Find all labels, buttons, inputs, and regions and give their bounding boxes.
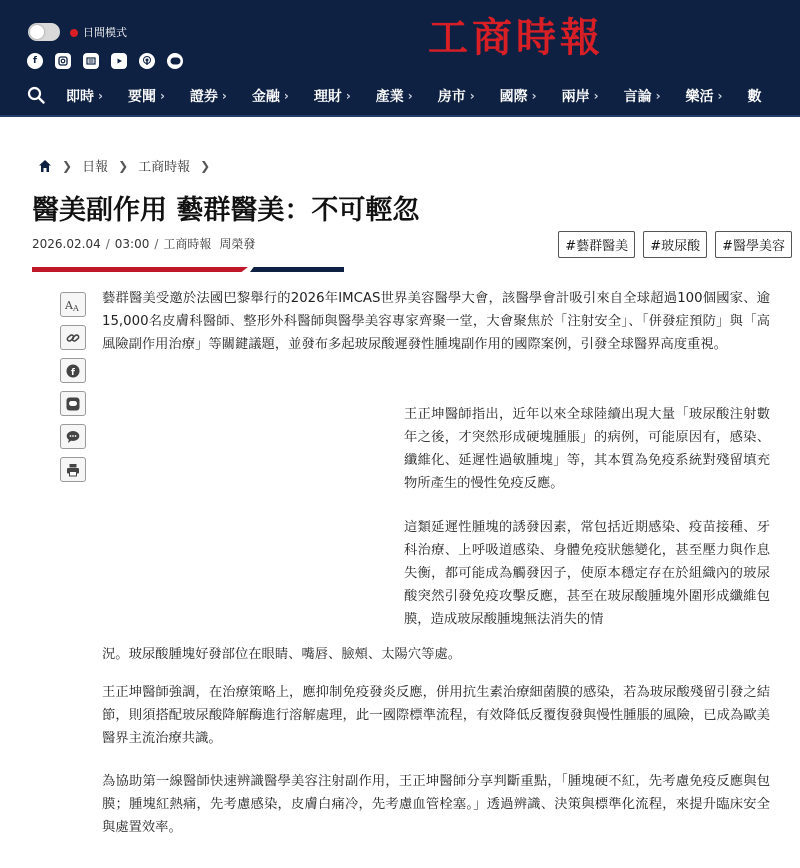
mode-indicator-dot xyxy=(70,29,78,37)
toggle-knob xyxy=(30,25,44,39)
nav-item-label: 證券 xyxy=(189,89,218,105)
svg-text:f: f xyxy=(71,367,75,378)
chevron-right-icon: ❯ xyxy=(118,158,129,173)
article-paragraph: 王正坤醫師強調，在治療策略上，應抑制免疫發炎反應，併用抗生素治療細菌膜的感染，若為玻尿酸殘留引發之結節，則須搭配玻尿酸降解酶進行溶解處理，此一國際標準流程，有效降低反覆復發與慢性腫脹的風險，已成為歐美醫界主流治療共識。 xyxy=(102,685,770,746)
chevron-right-icon: ❯ xyxy=(200,158,211,173)
main-nav xyxy=(66,86,786,106)
facebook-icon[interactable]: f xyxy=(27,53,43,69)
article-title: 醫美副作用 藝群醫美：不可輕忽 xyxy=(32,195,420,226)
chevron-right-icon: › xyxy=(593,89,599,103)
svg-text:A: A xyxy=(65,298,73,312)
instagram-icon[interactable] xyxy=(55,53,71,69)
article-paragraph: 王正坤醫師指出，近年以來全球陸續出現大量「玻尿酸注射數年之後，才突然形成硬塊腫脹」的病例，可能原因有，感染、纖維化、延遲性過敏腫塊」等，其本質為免疫系統對殘留填充物所產生的慢性免疫反應。 xyxy=(404,407,770,491)
breadcrumb-item-daily[interactable]: 日報 xyxy=(82,160,109,175)
print-button[interactable] xyxy=(60,457,86,482)
dark-mode-toggle[interactable] xyxy=(28,23,60,41)
nav-item[interactable] xyxy=(624,86,661,106)
nav-item[interactable] xyxy=(562,86,599,106)
article-paragraph: 為協助第一線醫師快速辨識醫學美容注射副作用，王正坤醫師分享判斷重點，「腫塊硬不紅，先考慮免疫反應與包膜；腫塊紅熱痛，先考慮感染，皮膚白痛冷，先考慮血管栓塞。」透過辨識、決策與標準化流程，來提升臨床安全與處置效率。 xyxy=(102,774,770,835)
nav-item[interactable] xyxy=(190,86,227,106)
article-source[interactable]: 工商時報 xyxy=(163,237,212,251)
article-time: 03:00 xyxy=(114,236,150,251)
nav-item-label: 國際 xyxy=(499,89,528,105)
line-icon xyxy=(66,397,80,411)
copy-link-button[interactable] xyxy=(60,325,86,350)
breadcrumb-item-ctee[interactable]: 工商時報 xyxy=(138,160,191,175)
nav-item[interactable] xyxy=(500,86,537,106)
breadcrumb xyxy=(38,156,220,175)
nav-item-label: 言論 xyxy=(623,89,652,105)
link-icon xyxy=(66,331,80,345)
home-icon[interactable] xyxy=(38,159,52,173)
meta-separator: / xyxy=(154,236,159,251)
article-author[interactable]: 周榮發 xyxy=(219,237,256,251)
article-tags xyxy=(558,231,792,258)
nav-item[interactable] xyxy=(314,86,351,106)
chevron-right-icon: › xyxy=(407,89,413,103)
tag-item[interactable]: #醫學美容 xyxy=(715,231,792,258)
news-icon[interactable] xyxy=(83,53,99,69)
article-date: 2026.02.04 xyxy=(32,236,101,251)
nav-item[interactable] xyxy=(438,86,475,106)
meta-separator: / xyxy=(105,236,110,251)
article-tools xyxy=(60,292,86,482)
chevron-right-icon: › xyxy=(98,89,103,103)
nav-item[interactable] xyxy=(747,86,761,106)
chevron-right-icon: › xyxy=(469,89,475,103)
line-icon[interactable] xyxy=(167,53,183,69)
print-icon xyxy=(66,463,80,477)
social-links xyxy=(27,53,183,69)
article-paragraph: 這類延遲性腫塊的誘發因素，常包括近期感染、疫苗接種、牙科治療、上呼吸道感染、身體免疫狀態變化，甚至壓力與作息失衡，都可能成為觸發因子，使原本穩定存在於組織內的玻尿酸突然引發免疫攻擊反應，甚至在玻尿酸腫塊外圍形成纖維包膜，造成玻尿酸腫塊無法消失的情 xyxy=(404,520,770,627)
share-facebook-button[interactable] xyxy=(60,358,86,383)
nav-item-label: 兩岸 xyxy=(561,89,590,105)
nav-item[interactable] xyxy=(376,86,413,106)
font-size-icon xyxy=(65,298,81,312)
chevron-right-icon: › xyxy=(717,89,723,103)
nav-item-label: 數 xyxy=(747,89,762,105)
share-line-button[interactable] xyxy=(60,391,86,416)
chevron-right-icon: › xyxy=(283,89,289,103)
font-size-button[interactable] xyxy=(60,292,86,317)
comment-button[interactable] xyxy=(60,424,86,449)
site-header xyxy=(0,0,800,117)
site-logo[interactable]: 工商時報 xyxy=(428,14,604,61)
nav-item-label: 即時 xyxy=(66,89,94,105)
search-icon[interactable] xyxy=(27,86,45,104)
accent-navy-segment xyxy=(250,267,344,272)
article-meta xyxy=(32,235,255,252)
youtube-icon[interactable] xyxy=(111,53,127,69)
nav-item[interactable] xyxy=(686,86,723,106)
nav-item[interactable] xyxy=(66,86,103,106)
title-accent-bar xyxy=(32,267,344,272)
mode-label: 日間模式 xyxy=(83,26,127,39)
tag-item[interactable]: #玻尿酸 xyxy=(643,231,707,258)
tag-item[interactable]: #藝群醫美 xyxy=(558,231,635,258)
facebook-icon xyxy=(66,364,80,378)
nav-item-label: 房市 xyxy=(437,89,466,105)
podcast-icon[interactable] xyxy=(139,53,155,69)
nav-item-label: 產業 xyxy=(375,89,404,105)
chevron-right-icon: › xyxy=(159,89,165,103)
article-paragraph-continued: 況。玻尿酸腫塊好發部位在眼睛、嘴唇、臉頰、太陽穴等處。 xyxy=(102,647,462,662)
chevron-right-icon: › xyxy=(221,89,227,103)
nav-item[interactable] xyxy=(252,86,289,106)
comment-icon xyxy=(66,430,80,444)
nav-item[interactable] xyxy=(128,86,165,106)
nav-item-label: 理財 xyxy=(313,89,342,105)
nav-divider xyxy=(0,115,800,117)
chevron-right-icon: › xyxy=(345,89,351,103)
svg-text:A: A xyxy=(73,303,79,312)
chevron-right-icon: ❯ xyxy=(62,158,73,173)
chevron-right-icon: › xyxy=(531,89,537,103)
chevron-right-icon: › xyxy=(655,89,661,103)
nav-item-label: 樂活 xyxy=(685,89,714,105)
article-paragraph: 藝群醫美受邀於法國巴黎舉行的2026年IMCAS世界美容醫學大會，該醫學會計吸引來自全球超過100個國家、逾15,000名皮膚科醫師、整形外科醫師與醫學美容專家齊聚一堂，大會聚焦於「注射安全」、「併發症預防」與「高風險副作用治療」等關鍵議題，並發布多起玻尿酸遲發性腫塊副作用的國際案例，引發全球醫界高度重視。 xyxy=(102,291,770,352)
nav-item-label: 要聞 xyxy=(127,89,156,105)
accent-red-segment xyxy=(32,267,248,272)
nav-item-label: 金融 xyxy=(251,89,280,105)
